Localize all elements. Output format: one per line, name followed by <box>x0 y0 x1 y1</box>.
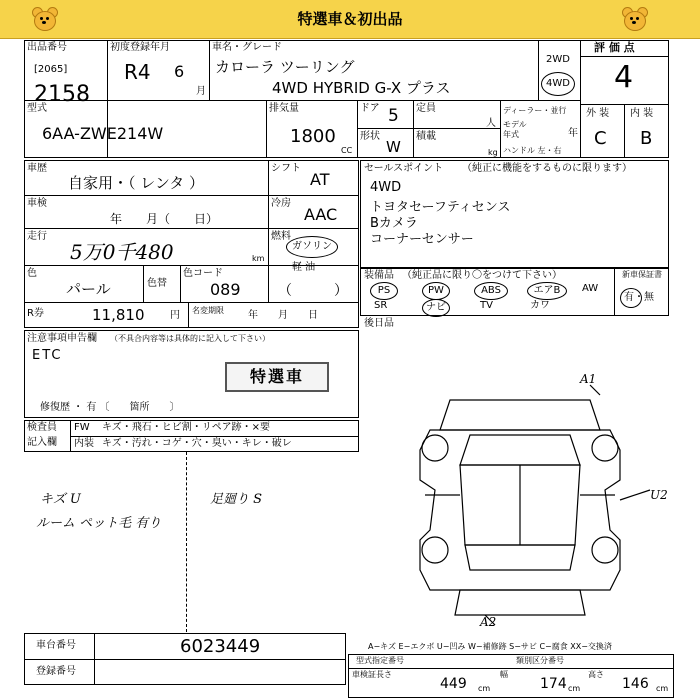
recycle-value: 11,810 <box>92 306 145 324</box>
color-code: 089 <box>210 280 241 299</box>
first-reg-year: R4 <box>124 60 151 84</box>
history-label: 車歴 <box>27 163 47 174</box>
sales-item-4: コーナーセンサー <box>370 232 474 247</box>
chassis-value: 6023449 <box>180 636 261 657</box>
memo-left: キズ U <box>40 492 81 507</box>
warranty-value: 有・無 <box>624 292 654 303</box>
equip-ps: PS <box>370 282 398 300</box>
exterior-value: C <box>594 128 607 149</box>
lot-sub: [2065] <box>34 64 68 75</box>
sales-item-3: Bカメラ <box>370 216 418 231</box>
interior-value: B <box>640 128 653 149</box>
model-label: 型式 <box>27 103 47 114</box>
sales-label: セールスポイント <box>364 163 444 174</box>
mileage-label: 走行 <box>27 231 47 242</box>
doors-label: ドア <box>360 103 380 114</box>
shift-value: AT <box>310 170 330 189</box>
shape-label: 形状 <box>360 131 380 142</box>
registration-label: 登録番号 <box>36 666 76 677</box>
dealer-model-label: モデル <box>503 120 527 129</box>
warranty-label: 新車保証書 <box>622 270 662 279</box>
name-change-value: 年 月 日 <box>248 310 318 321</box>
notes-value: ETC <box>32 348 63 363</box>
inspection-value: 年 月（ 日） <box>110 212 219 226</box>
inspector-label1: 検査員 <box>27 422 57 433</box>
inspector-label2: 記入欄 <box>27 437 57 448</box>
displacement-label: 排気量 <box>269 103 299 114</box>
damage-legend: A−キズ E−エクボ U−凹み W−補修跡 S−サビ C−腐食 XX−交換済 <box>368 642 612 651</box>
chassis-label: 車台番号 <box>36 640 76 651</box>
ac-label: 冷房 <box>271 198 291 209</box>
equip-leather: カワ <box>530 300 550 311</box>
equip-navi: ナビ <box>422 299 450 317</box>
exterior-label: 外 装 <box>586 108 610 119</box>
dealer-year-unit: 年 <box>568 128 578 139</box>
capacity-label: 定員 <box>416 103 436 114</box>
notes-sub: （不具合内容等は具体的に記入して下さい） <box>110 334 270 343</box>
shift-label: シフト <box>271 163 301 174</box>
diagram-rear-panel <box>455 590 585 615</box>
spec-height-unit: cm <box>656 684 669 693</box>
after-label: 後日品 <box>364 318 394 329</box>
color-value: パール <box>66 280 111 298</box>
capacity-unit: 人 <box>486 118 496 129</box>
recycle-label: R券 <box>27 308 44 319</box>
doors-value: 5 <box>388 106 399 126</box>
spec-height: 146 <box>622 676 649 692</box>
diagram-wheel-fl <box>422 435 448 461</box>
equip-airbag: エアB <box>527 282 567 300</box>
spec-height-label: 高さ <box>588 670 604 679</box>
displacement-value: 1800 <box>290 126 336 147</box>
spec-label1: 型式指定番号 <box>356 656 404 665</box>
ac-value: AAC <box>304 205 338 224</box>
interior-label: 内 装 <box>630 108 654 119</box>
drive-4wd-circled: 4WD <box>541 72 575 96</box>
diagram-rear-window <box>465 545 575 570</box>
fuel-gasoline-circled: ガソリン <box>286 236 338 258</box>
spec-width: 174 <box>540 676 567 692</box>
load-label: 積載 <box>416 131 436 142</box>
recycle-unit: 円 <box>170 310 180 321</box>
model-value: 6AA-ZWE214W <box>42 124 164 143</box>
month-unit: 月 <box>196 86 206 97</box>
equipment-label: 装備品 <box>364 270 394 281</box>
first-reg-label: 初度登録年月 <box>110 42 170 53</box>
diagram-front-panel <box>440 400 600 430</box>
fw-items: キズ・飛石・ヒビ割・リペア跡・×要 <box>102 422 270 433</box>
warranty-circle-icon <box>620 288 642 308</box>
color-label: 色 <box>27 268 37 279</box>
color-code-label: 色コード <box>183 268 223 279</box>
fuel-label: 燃料 <box>271 231 291 242</box>
equip-tv: TV <box>480 300 493 311</box>
mileage-value: 5万0千480 <box>70 240 174 264</box>
lot-number: 2158 <box>34 82 90 107</box>
memo-right: 足廻り S <box>210 492 263 507</box>
notes-label: 注意事項申告欄 <box>27 333 97 344</box>
equipment-sub: （純正品に限り〇をつけて下さい） <box>402 270 562 281</box>
car-name-label: 車名・グレード <box>212 42 282 53</box>
lot-label: 出品番号 <box>27 42 67 53</box>
first-reg-month: 6 <box>174 62 185 81</box>
spec-length-unit: cm <box>478 684 491 693</box>
memo-left2: ルーム ペット毛 有り <box>36 516 162 531</box>
tokusen-stamp: 特選車 <box>225 362 329 392</box>
car-damage-diagram <box>400 370 680 630</box>
memo-divider <box>186 452 187 632</box>
mark-a1: A1 <box>580 372 597 386</box>
mark-a2: A2 <box>480 615 497 629</box>
repair-history: 修復歴 ・ 有 〔 箇所 〕 <box>40 402 180 413</box>
page-title: 特選車＆初出品 <box>297 10 403 28</box>
dealer-label: ディーラー・並行 <box>503 106 567 115</box>
name-change-label: 名変期限 <box>192 306 224 315</box>
diagram-wheel-rr <box>592 537 618 563</box>
car-name-line1: カローラ ツーリング <box>215 58 355 76</box>
sales-item-1: 4WD <box>370 180 402 195</box>
spec-width-label: 幅 <box>500 670 508 679</box>
fw-label: FW <box>74 422 90 433</box>
sales-item-2: トヨタセーフティセンス <box>370 200 511 215</box>
sales-sub: （純正に機能をするものに限ります） <box>462 163 632 174</box>
equip-aw: AW <box>582 283 599 294</box>
mark-u2: U2 <box>650 488 668 502</box>
diagram-windshield <box>460 435 580 465</box>
color-change-label: 色替 <box>147 278 167 289</box>
equip-sr: SR <box>374 300 388 311</box>
spec-length: 449 <box>440 676 467 692</box>
mileage-unit: km <box>252 254 265 263</box>
fuel-diesel: 軽 油 <box>292 262 316 273</box>
dealer-year-label: 年式 <box>503 130 519 139</box>
car-name-line2: 4WD HYBRID G-X プラス <box>272 79 451 97</box>
int-label: 内装 <box>74 438 94 449</box>
diagram-wheel-fr <box>592 435 618 461</box>
equip-abs: ABS <box>474 282 508 300</box>
equip-pw: PW <box>422 282 450 300</box>
shape-value: W <box>386 138 401 156</box>
score-label: 評 価 点 <box>594 41 635 54</box>
diagram-wheel-rl <box>422 537 448 563</box>
score-value: 4 <box>614 60 634 95</box>
spec-length-label: 車検証長さ <box>352 670 392 679</box>
history-value: 自家用・（ レンタ ） <box>68 174 205 192</box>
dealer-handle: ハンドル 左・右 <box>503 146 562 155</box>
int-items: キズ・汚れ・コゲ・穴・臭い・キレ・破レ <box>102 438 292 449</box>
drive-2wd-label: 2WD <box>546 54 570 65</box>
spec-label2: 類別区分番号 <box>516 656 564 665</box>
load-unit: kg <box>488 148 498 157</box>
displacement-unit: CC <box>341 146 353 155</box>
inspection-label: 車検 <box>27 198 47 209</box>
spec-width-unit: cm <box>568 684 581 693</box>
